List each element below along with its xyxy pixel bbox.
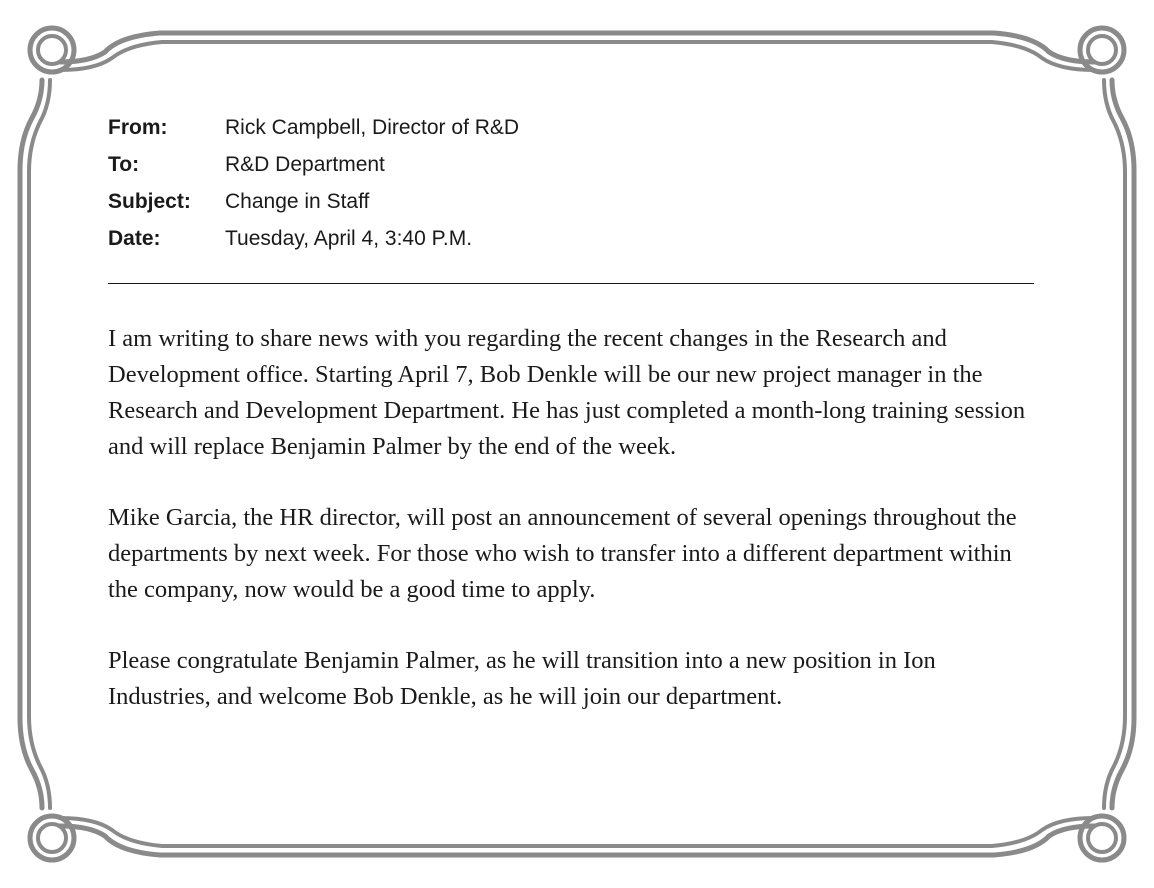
border-bottom <box>60 826 1094 855</box>
corner-loop-bottom-right <box>1080 816 1124 860</box>
email-header <box>108 116 1038 264</box>
from-value: Rick Campbell, Director of R&D <box>225 116 520 139</box>
corner-loop-top-left <box>30 28 74 72</box>
from-row <box>108 116 1038 153</box>
body-paragraph: Mike Garcia, the HR director, will post an announcement of several openings throughout the departments by next week. For those who wish to transfer into a different department within the company, now would be a good time to apply. <box>108 504 1017 603</box>
corner-loop-bottom-left <box>30 816 74 860</box>
to-label: To: <box>108 153 140 176</box>
from-label: From: <box>108 116 168 139</box>
subject-label: Subject: <box>108 190 191 213</box>
body-paragraph: Please congratulate Benjamin Palmer, as he will transition into a new position in Ion Industries, and welcome Bob Denkle, as he will join our department. <box>108 647 936 710</box>
subject-row <box>108 190 1038 227</box>
subject-value: Change in Staff <box>225 190 370 213</box>
date-label: Date: <box>108 227 161 250</box>
to-value: R&D Department <box>225 153 385 176</box>
body-paragraph: I am writing to share news with you regarding the recent changes in the Research and Development office. Starting April 7, Bob Denkle will be our new project manager in the Research and Development Department. He has just completed a month-long training session and will replace Benjamin Palmer by the end of the week. <box>108 325 1026 460</box>
to-row <box>108 153 1038 190</box>
date-value: Tuesday, April 4, 3:40 P.M. <box>225 227 473 250</box>
email-body <box>108 321 1043 750</box>
header-divider <box>108 283 1034 284</box>
date-row <box>108 227 1038 264</box>
corner-loop-top-right <box>1080 28 1124 72</box>
border-top <box>60 33 1094 62</box>
